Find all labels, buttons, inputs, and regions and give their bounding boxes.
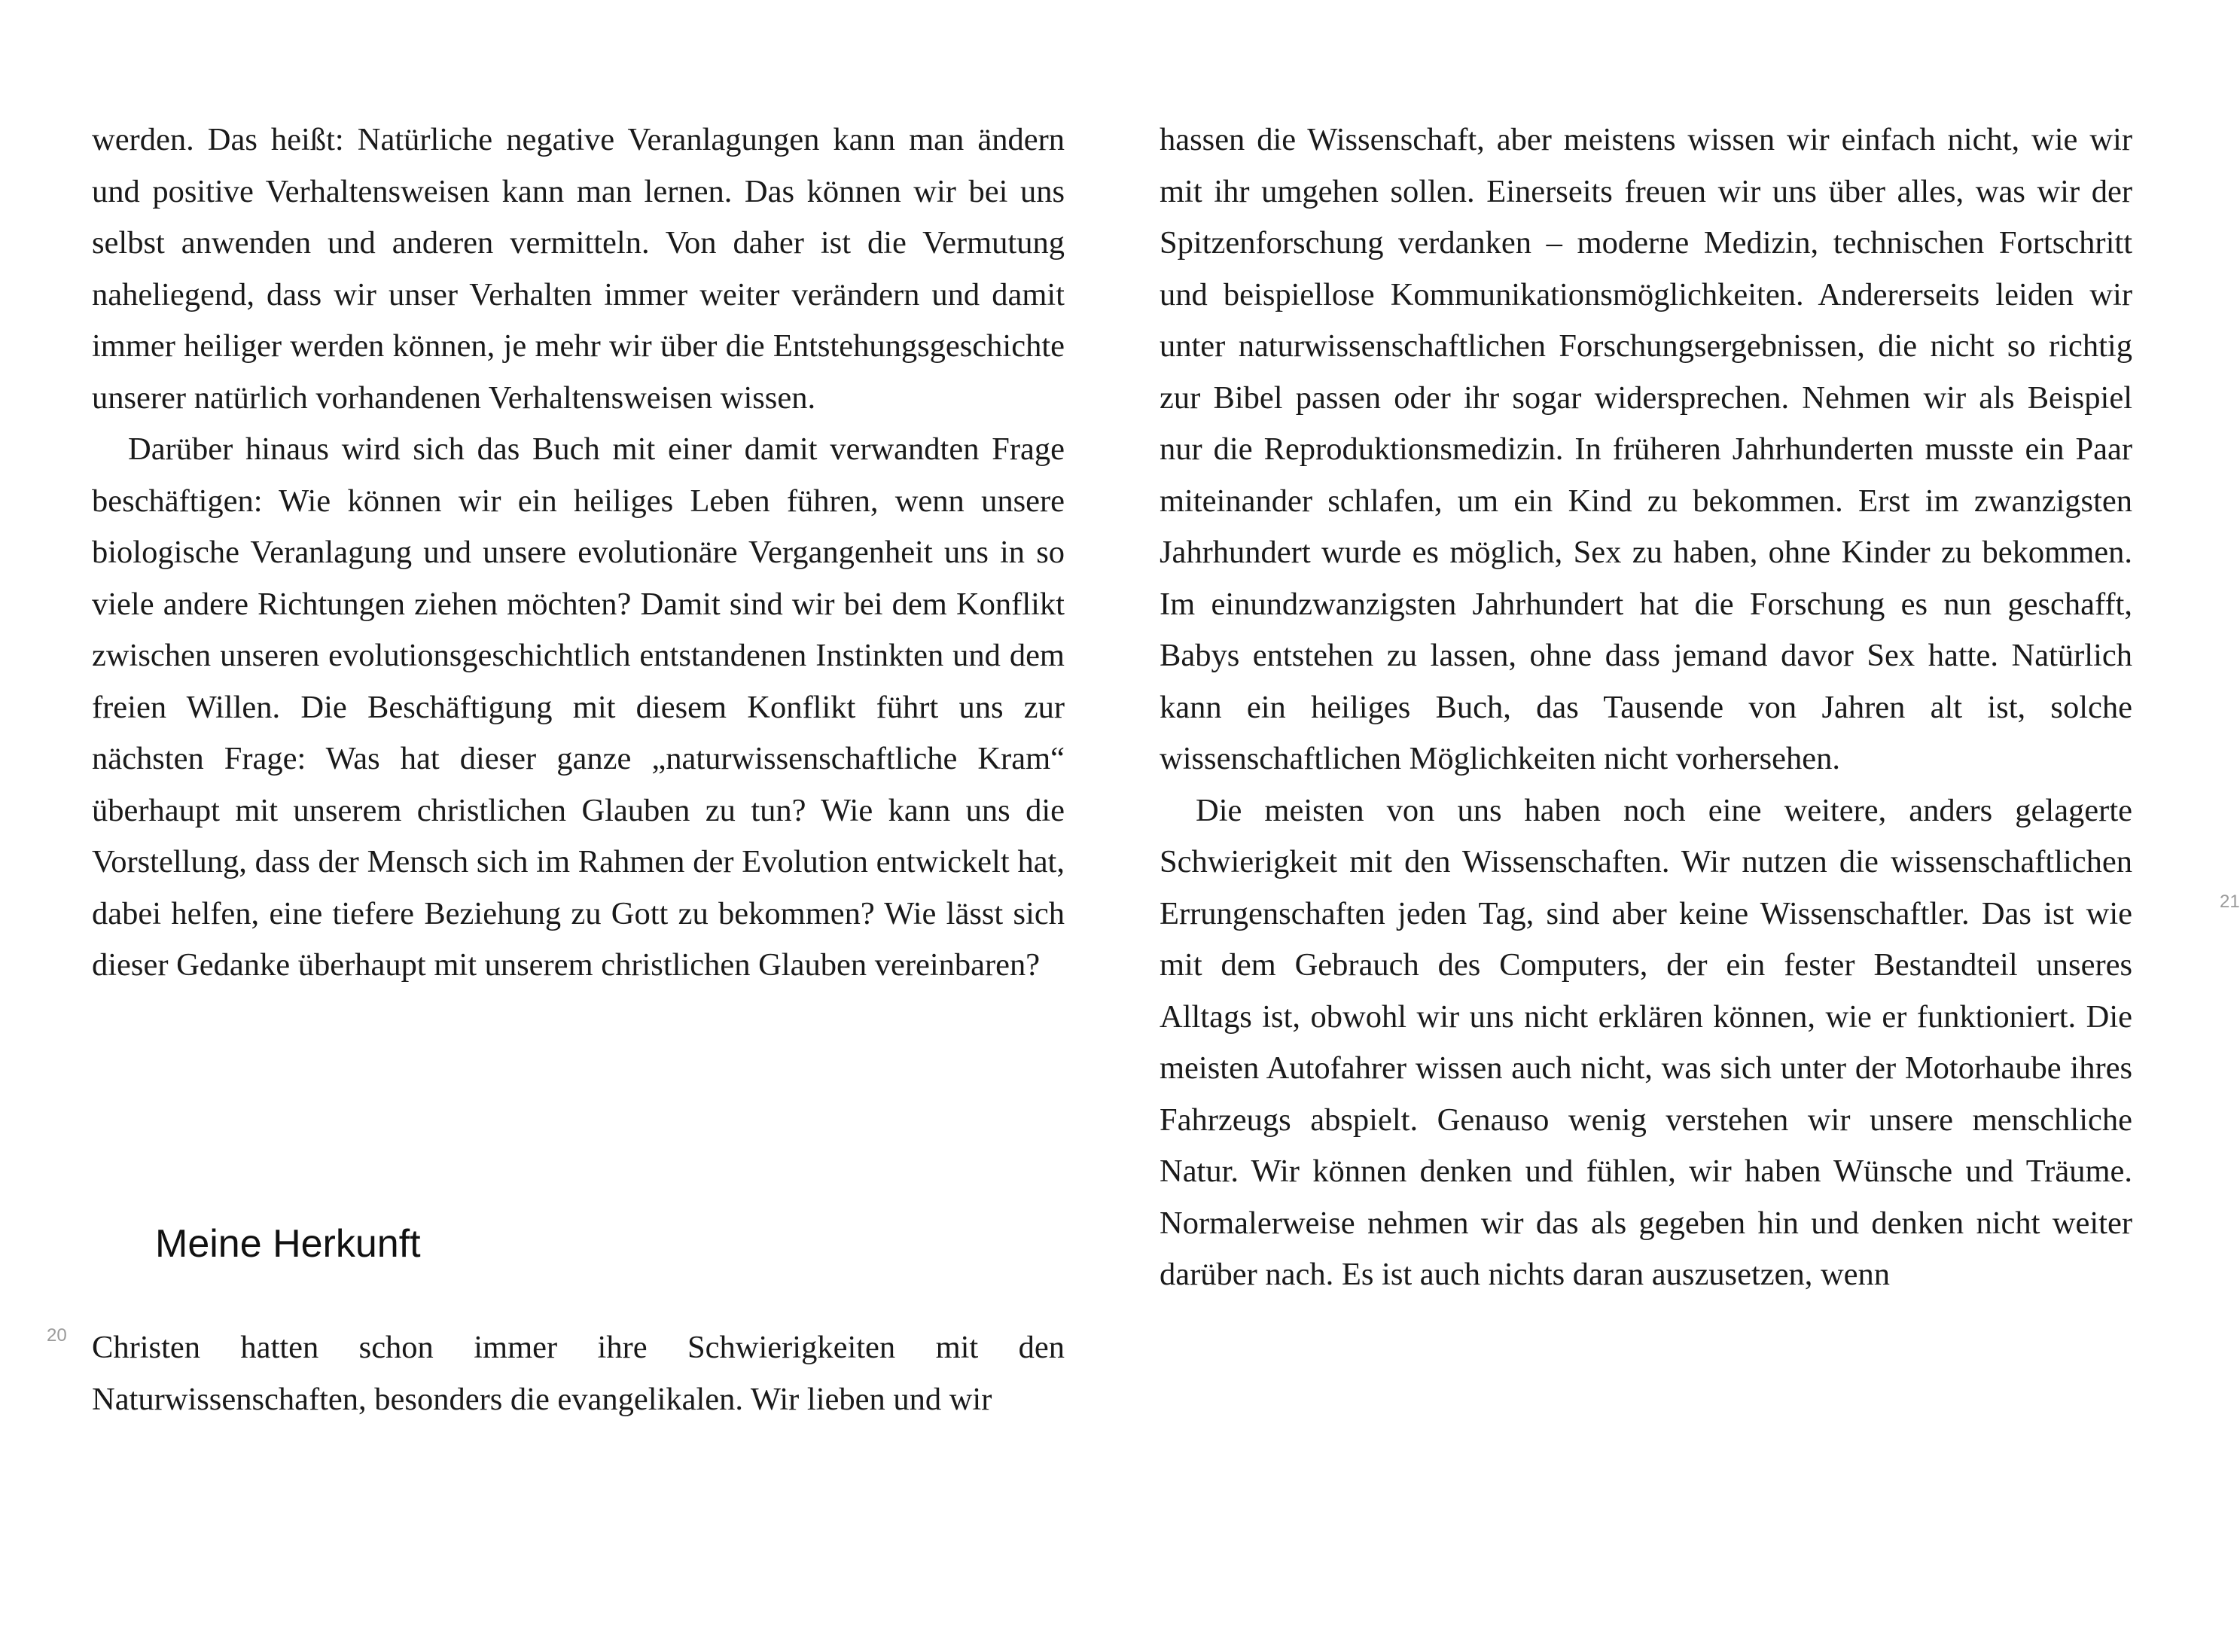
body-paragraph: Darüber hinaus wird sich das Buch mit einer damit verwandten Frage beschäftigen: Wie können wir ein heiliges Leben führen, wenn unsere biologische Veranlagung und unsere evolutionäre Vergangenheit uns in so viele andere Richtungen ziehen möchten? Damit sind wir bei dem Konflikt zwischen unseren evolutionsgeschichtlich entstandenen Instinkten und dem freien Willen. Die Beschäftigung mit diesem Konflikt führt uns zur nächsten Frage: Was hat dieser ganze „naturwissenschaftliche Kram“ überhaupt mit unserem christlichen Glauben zu tun? Wie kann uns die Vorstellung, dass der Mensch sich im Rahmen der Evolution entwickelt hat, dabei helfen, eine tiefere Beziehung zu Gott zu bekommen? Wie lässt sich dieser Gedanke überhaupt mit unserem christlichen Glauben vereinbaren?	[92, 431, 1065, 983]
left-page	[0, 0, 1111, 1652]
right-page-body	[1160, 114, 2132, 1301]
body-paragraph: Die meisten von uns haben noch eine weitere, anders gelagerte Schwierigkeit mit den Wissenschaften. Wir nutzen die wissenschaftlichen Errungenschaften jeden Tag, sind aber keine Wissenschaftler. Das ist wie mit dem Gebrauch des Computers, der ein fester Bestandteil unseres Alltags ist, obwohl wir uns nicht erklären können, wie er funktioniert. Die meisten Autofahrer wissen auch nicht, was sich unter der Motorhaube ihres Fahrzeugs abspielt. Genauso wenig verstehen wir unsere menschliche Natur. Wir können denken und fühlen, wir haben Wünsche und Träume. Normalerweise nehmen wir das als gegeben hin und denken nicht weiter darüber nach. Es ist auch nichts daran auszusetzen, wenn	[1160, 792, 2132, 1292]
right-page	[1111, 0, 2240, 1652]
section-body	[92, 1322, 1065, 1425]
page-number: 21	[2220, 892, 2240, 912]
body-paragraph: werden. Das heißt: Natürliche negative Veranlagungen kann man ändern und positive Verhaltensweisen kann man lernen. Das können wir bei uns selbst anwenden und anderen vermitteln. Von daher ist die Vermutung naheliegend, dass wir unser Verhalten immer weiter verändern und damit immer heiliger werden können, je mehr wir über die Entstehungsgeschichte unserer natürlich vorhandenen Verhaltensweisen wissen.	[92, 122, 1065, 416]
section-heading: Meine Herkunft	[155, 1222, 421, 1266]
body-paragraph: hassen die Wissenschaft, aber meistens wissen wir einfach nicht, wie wir mit ihr umgehen sollen. Einerseits freuen wir uns über alles, was wir der Spitzenforschung verdanken – moderne Medizin, technischen Fortschritt und beispiellose Kommunikationsmöglichkeiten. Andererseits leiden wir unter naturwissenschaftlichen Forschungsergebnissen, die nicht so richtig zur Bibel passen oder ihr sogar widersprechen. Nehmen wir als Beispiel nur die Reproduktionsmedizin. In früheren Jahrhunderten musste ein Paar miteinander schlafen, um ein Kind zu bekommen. Erst im zwanzigsten Jahrhundert wurde es möglich, Sex zu haben, ohne Kinder zu bekommen. Im einundzwanzigsten Jahrhundert hat die Forschung es nun geschafft, Babys entstehen zu lassen, ohne dass jemand davor Sex hatte. Natürlich kann ein heiliges Buch, das Tausende von Jahren alt ist, solche wissenschaftlichen Möglichkeiten nicht vorhersehen.	[1160, 122, 2132, 776]
body-paragraph: Christen hatten schon immer ihre Schwierigkeiten mit den Naturwissenschaften, besonders die evangelikalen. Wir lieben und wir	[92, 1330, 1065, 1417]
left-page-body	[92, 114, 1065, 992]
page-number: 20	[47, 1325, 67, 1346]
